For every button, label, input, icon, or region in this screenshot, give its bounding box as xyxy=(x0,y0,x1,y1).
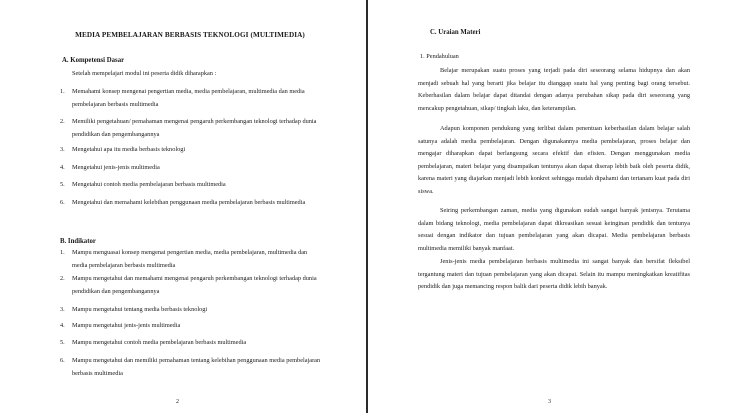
body-paragraph: Belajar merupakan suatu proses yang terjadi pada diri seseorang selama hidupnya dan akan menjadi sebuah hal yang berarti jika belajar itu dianggap suatu hal yang penting bagi orang tersebut. Keberhasilan dalam belajar dapat ditandai dengan adanya perubahan sikap pada diri seseorang yang mencakup pengetahuan, sikap/ tingkah laku, dan keterampilan. xyxy=(418,67,690,112)
section-a-intro: Setelah mempelajari modul ini peserta didik diharapkan : xyxy=(72,70,217,77)
indikator-item: 2. Mampu mengetahui dan memahami mengenai pengaruh perkembangan teknologi terhadap dunia pendidikan dan pengembangannya xyxy=(60,275,317,295)
page-number: 2 xyxy=(176,399,179,405)
kompetensi-item: 1. Memahami konsep mengenai pengertian media, media pembelajaran, multimedia dan media pembelajaran berbasis multimedia xyxy=(60,88,305,108)
body-paragraph: Seiring perkembangan zaman, media yang digunakan sudah sangat banyak jenisnya. Terutama dalam bidang teknologi, media pembelajaran dapat dikreasikan sesuai keinginan pendidik dan tentunya sesuai dengan indikator dan tujuan pembelajaran yang akan dicapai. Media pembelajaran berbasis multimedia memiliki banyak manfaat. xyxy=(418,207,690,252)
indikator-item: 5. Mampu mengetahui contoh media pembelajaran berbasis multimedia xyxy=(60,339,247,346)
kompetensi-item: 5. Mengetahui contoh media pembelajaran berbasis multimedia xyxy=(60,181,226,188)
right-page xyxy=(368,0,734,413)
section-c-heading: C. Uraian Materi xyxy=(430,29,481,36)
body-paragraph: Adapun komponen pendukung yang terlibat dalam penentuan keberhasilan dalam belajar salah satunya adalah media pembelajaran. Dengan digunakannya media pembelajaran, proses belajar dan mengajar diharapkan dapat berlangsung secara efektif dan efisien. Dengan menggunakan media pembelajaran, materi belajar yang disampaikan tentunya akan dapat diserap lebih baik oleh peserta didik, karena materi yang diajarkan menjadi lebih konkret sehingga mudah dipahami dan tertanam kuat pada diri siswa. xyxy=(418,125,690,195)
kompetensi-item: 6. Mengetahui dan memahami kelebihan penggunaan media pembelajaran berbasis multimedia xyxy=(60,199,306,206)
left-page xyxy=(0,0,366,413)
kompetensi-item: 2. Memiliki pengetahuan/ pemahaman mengenai pengaruh perkembangan teknologi terhadap dunia pendidikan dan pengembangannya xyxy=(60,118,317,138)
subsection-heading: 1. Pendahuluan xyxy=(420,53,459,60)
document-title: MEDIA PEMBELAJARAN BERBASIS TEKNOLOGI (MULTIMEDIA) xyxy=(75,31,305,39)
indikator-item: 1. Mampu menguasai konsep mengenai pengertian media, media pembelajaran, multimedia dan media pembelajaran berbasis multimedia xyxy=(60,249,308,269)
kompetensi-item: 3. Mengetahui apa itu media berbasis teknologi xyxy=(60,146,186,153)
indikator-item: 4. Mampu mengetahui jenis-jenis multimedia xyxy=(60,322,181,329)
section-a-heading: A. Kompetensi Dasar xyxy=(62,57,125,64)
body-paragraph: Jenis-jenis media pembelajaran berbasis multimedia ini sangat banyak dan bersifat fleksibel tergantung materi dan tujuan pembelajaran yang akan dicapai. Selain itu mampu meningkatkan kreatifitas pendidik dan juga memancing respon balik dari peserta didik lebih banyak. xyxy=(418,258,690,291)
indikator-item: 6. Mampu mengetahui dan memiliki pemahaman tentang kelebihan penggunaan media pembelajaran berbasis multimedia xyxy=(60,357,321,377)
page-number: 3 xyxy=(548,399,551,405)
indikator-item: 3. Mampu mengetahui tentang media berbasis teknologi xyxy=(60,306,208,313)
kompetensi-item: 4. Mengetahui jenis-jenis multimedia xyxy=(60,164,160,171)
section-b-heading: B. Indikator xyxy=(60,238,96,245)
